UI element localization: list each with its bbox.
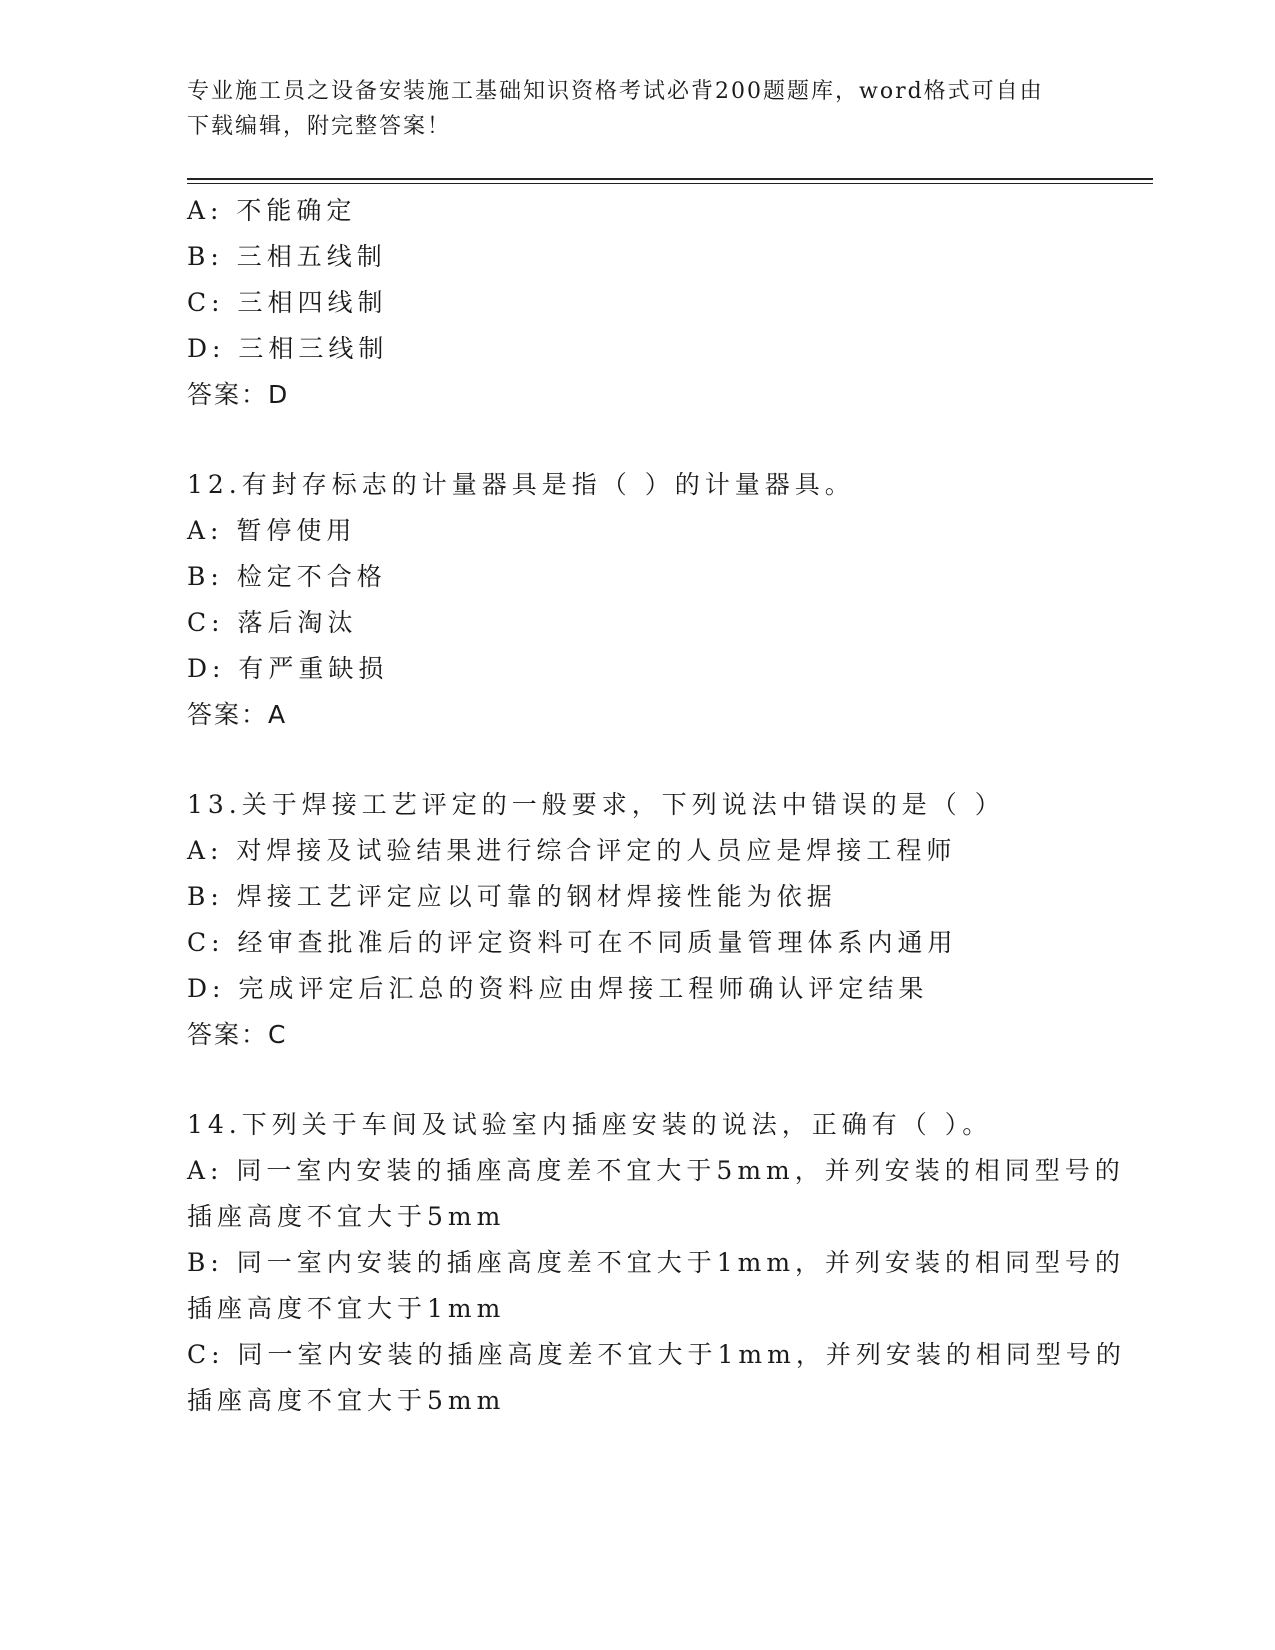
option-a: A: 不能确定 bbox=[187, 196, 357, 225]
option-c: C: 同一室内安装的插座高度差不宜大于1mm，并列安装的相同型号的 bbox=[187, 1340, 1126, 1369]
option-b: B: 同一室内安装的插座高度差不宜大于1mm，并列安装的相同型号的 bbox=[187, 1248, 1126, 1277]
spacer bbox=[187, 738, 1087, 782]
option-a-continued: 插座高度不宜大于5mm bbox=[187, 1202, 506, 1231]
question-block-12 bbox=[187, 462, 1087, 738]
answer-line: 答案：D bbox=[187, 380, 290, 409]
document-header bbox=[187, 74, 1067, 144]
option-b: B: 三相五线制 bbox=[187, 242, 387, 271]
header-line-1: 专业施工员之设备安装施工基础知识资格考试必背200题题库，word格式可自由 bbox=[187, 79, 1044, 104]
option-c: C: 经审查批准后的评定资料可在不同质量管理体系内通用 bbox=[187, 928, 958, 957]
option-c: C: 落后淘汰 bbox=[187, 608, 358, 637]
option-a: A: 对焊接及试验结果进行综合评定的人员应是焊接工程师 bbox=[187, 836, 957, 865]
option-b: B: 检定不合格 bbox=[187, 562, 387, 591]
option-c: C: 三相四线制 bbox=[187, 288, 388, 317]
option-d: D: 有严重缺损 bbox=[187, 654, 389, 683]
question-text: 14.下列关于车间及试验室内插座安装的说法，正确有（ ）。 bbox=[187, 1110, 993, 1139]
question-text: 13.关于焊接工艺评定的一般要求，下列说法中错误的是（ ） bbox=[187, 790, 1005, 819]
question-block-13 bbox=[187, 782, 1087, 1058]
option-b: B: 焊接工艺评定应以可靠的钢材焊接性能为依据 bbox=[187, 882, 837, 911]
header-divider-thin bbox=[187, 183, 1153, 184]
question-block-14 bbox=[187, 1102, 1126, 1424]
option-d: D: 完成评定后汇总的资料应由焊接工程师确认评定结果 bbox=[187, 974, 929, 1003]
option-d: D: 三相三线制 bbox=[187, 334, 389, 363]
spacer bbox=[187, 418, 1087, 462]
answer-line: 答案：A bbox=[187, 700, 288, 729]
answer-line: 答案：C bbox=[187, 1020, 288, 1049]
header-line-2: 下载编辑，附完整答案！ bbox=[187, 114, 452, 139]
question-block-11 bbox=[187, 188, 1087, 418]
question-content bbox=[187, 188, 1126, 1424]
option-a: A: 暂停使用 bbox=[187, 516, 357, 545]
option-c-continued: 插座高度不宜大于5mm bbox=[187, 1386, 506, 1415]
header-divider-thick bbox=[187, 178, 1153, 180]
option-a: A: 同一室内安装的插座高度差不宜大于5mm，并列安装的相同型号的 bbox=[187, 1156, 1125, 1185]
option-b-continued: 插座高度不宜大于1mm bbox=[187, 1294, 506, 1323]
question-text: 12.有封存标志的计量器具是指（ ）的计量器具。 bbox=[187, 470, 855, 499]
spacer bbox=[187, 1058, 1087, 1102]
